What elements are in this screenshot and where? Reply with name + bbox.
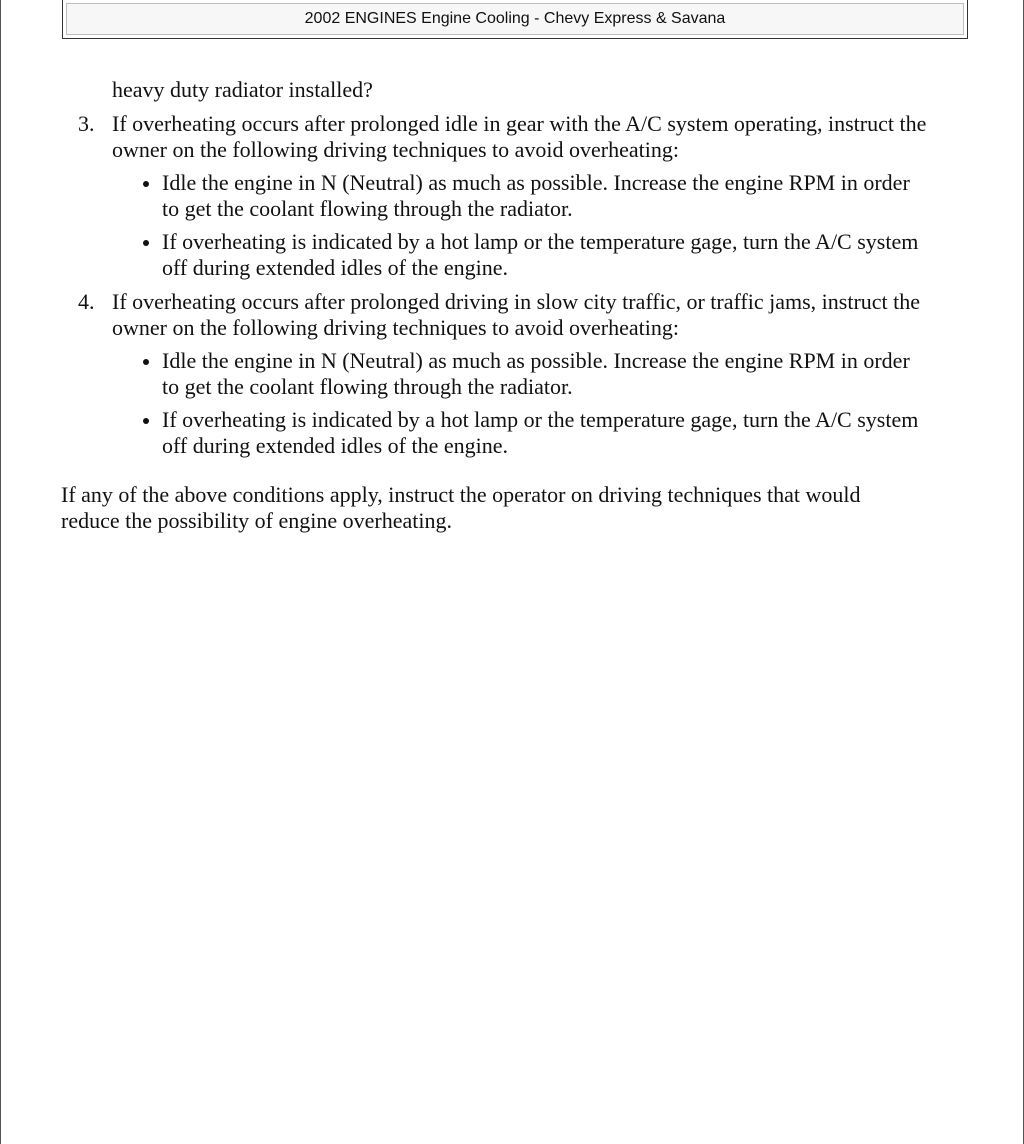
step-number: 4.	[78, 288, 95, 314]
bullet-text: Idle the engine in N (Neutral) as much as possible. Increase the engine RPM in order	[162, 347, 910, 373]
closing-paragraph	[61, 482, 1024, 535]
bullet-list	[0, 170, 1024, 282]
step-number: 3.	[78, 110, 95, 136]
bullet-item	[0, 348, 1024, 401]
bullet-item	[0, 229, 1024, 282]
step-3	[0, 111, 1024, 282]
bullet-icon	[143, 359, 149, 365]
bullet-text: off during extended idles of the engine.	[162, 433, 508, 458]
closing-line: reduce the possibility of engine overheating.	[61, 508, 452, 533]
page-title: 2002 ENGINES Engine Cooling - Chevy Express & Savana	[304, 10, 726, 27]
bullet-item	[0, 407, 1024, 460]
bullet-text: to get the coolant flowing through the radiator.	[162, 196, 573, 221]
bullet-text: If overheating is indicated by a hot lamp or the temperature gage, turn the A/C system	[162, 406, 919, 432]
bullet-text: Idle the engine in N (Neutral) as much as possible. Increase the engine RPM in order	[162, 169, 910, 195]
continuation-line: heavy duty radiator installed?	[112, 77, 373, 102]
bullet-list	[0, 348, 1024, 460]
bullet-text: off during extended idles of the engine.	[162, 255, 508, 280]
page-header-inner	[66, 3, 964, 35]
step-text: owner on the following driving techniques to avoid overheating:	[112, 315, 679, 340]
step-text: If overheating occurs after prolonged idle in gear with the A/C system operating, instruct the	[112, 110, 927, 136]
closing-line: If any of the above conditions apply, instruct the operator on driving techniques that would	[61, 481, 861, 507]
step-text: If overheating occurs after prolonged driving in slow city traffic, or traffic jams, instruct the	[112, 288, 921, 314]
bullet-text: to get the coolant flowing through the radiator.	[162, 374, 573, 399]
bullet-icon	[143, 181, 149, 187]
bullet-icon	[143, 418, 149, 424]
step-4	[0, 289, 1024, 460]
page-header	[62, 0, 968, 39]
bullet-icon	[143, 240, 149, 246]
document-body	[0, 77, 1024, 535]
bullet-item	[0, 170, 1024, 223]
step-text: owner on the following driving techniques to avoid overheating:	[112, 137, 679, 162]
bullet-text: If overheating is indicated by a hot lamp or the temperature gage, turn the A/C system	[162, 228, 919, 254]
